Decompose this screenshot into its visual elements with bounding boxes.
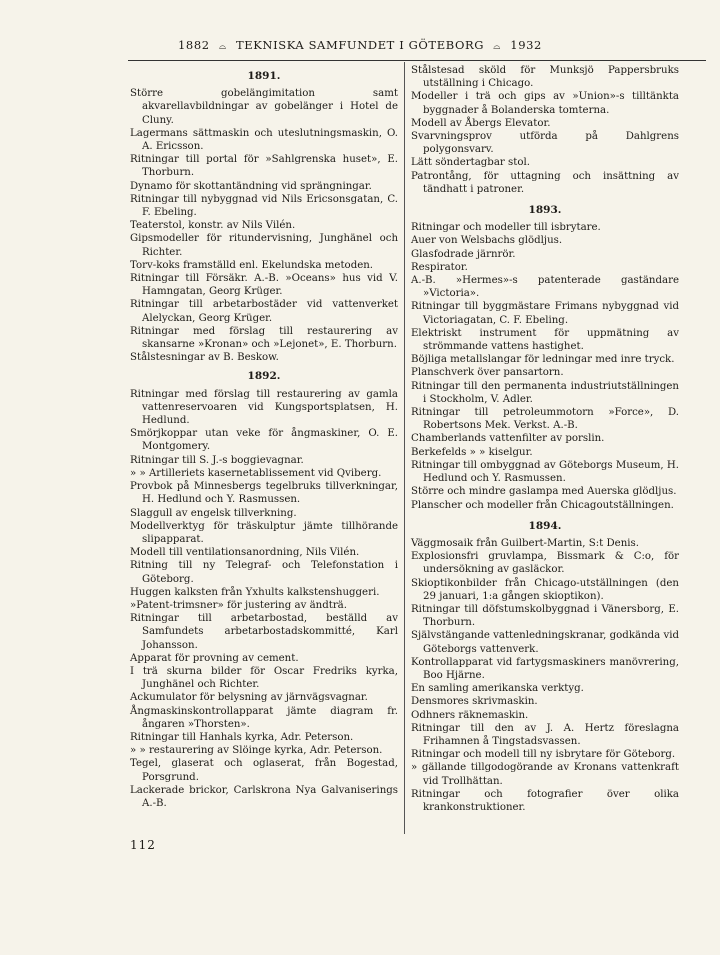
exhibit-entry: » » Artilleriets kasernetablissement vid Qviberg. <box>130 467 382 479</box>
exhibit-entry: Stålstesningar av B. Beskow. <box>130 352 279 364</box>
exhibit-entry: A.-B. »Hermes»-s patenterade gaständare »Victoria». <box>411 275 679 300</box>
exhibit-entry: Respirator. <box>411 261 468 273</box>
header-title: TEKNISKA SAMFUNDET I GÖTEBORG <box>235 38 485 52</box>
exhibit-entry: Böjliga metallslangar för ledningar med inre tryck. <box>411 354 675 366</box>
exhibit-entry: Ritningar och fotografier över olika krankonstruktioner. <box>411 788 679 813</box>
year-heading: 1894. <box>528 519 562 532</box>
exhibit-entry: Ritningar med förslag till restaurering av skansarne »Kronan» och »Lejonet», E. Thorburn. <box>130 325 398 351</box>
exhibit-entry: Modell till ventilationsanordning, Nils Vilén. <box>130 547 360 559</box>
exhibit-entry: Lagermans sättmaskin och uteslutningsmaskin, O. A. Ericsson. <box>130 127 398 153</box>
exhibit-entry: Patrontång, för uttagning och insättning av tändhatt i patroner. <box>411 170 679 195</box>
header-ornament-icon: ⌓ <box>493 42 502 52</box>
exhibit-entry: Odhners räknemaskin. <box>411 709 529 721</box>
exhibit-entry: Slaggull av engelsk tillverkning. <box>130 507 297 519</box>
exhibit-entry: Väggmosaik från Guilbert-Martin, S:t Denis. <box>411 537 639 549</box>
exhibit-entry: Modellverktyg för träskulptur jämte tillhörande slipapparat. <box>130 520 398 545</box>
exhibit-entry: Svarvningsprov utförda på Dahlgrens polygonsvarv. <box>411 131 679 156</box>
exhibit-entry: Auer von Welsbachs glödljus. <box>411 235 563 247</box>
year-heading: 1891. <box>247 70 281 82</box>
running-header <box>0 38 720 52</box>
exhibit-entry: Ritningar till döfstumskolbyggnad i Vänersborg, E. Thorburn. <box>411 603 679 629</box>
exhibit-entry: Berkefelds » » kiselgur. <box>411 446 533 458</box>
exhibit-entry: Större och mindre gaslampa med Auerska glödljus. <box>411 486 677 498</box>
exhibit-entry: Ritningar till Försäkr. A.-B. »Oceans» hus vid V. Hamngatan, Georg Krüger. <box>130 273 398 298</box>
exhibit-entry: Ackumulator för belysning av järnvägsvagnar. <box>130 692 368 704</box>
exhibit-entry: Ritningar till den permanenta industriutställningen i Stockholm, V. Adler. <box>411 380 679 405</box>
exhibit-entry: Smörjkoppar utan veke för ångmaskiner, O. E. Montgomery. <box>130 428 398 453</box>
year-heading: 1893. <box>528 204 562 217</box>
exhibit-entry: Planschverk över pansartorn. <box>411 367 564 379</box>
exhibit-entry: Provbok på Minnesbergs tegelbruks tillverkningar, H. Hedlund och Y. Rasmussen. <box>130 481 398 506</box>
exhibit-entry: Lackerade brickor, Carlskrona Nya Galvaniserings A.-B. <box>130 784 398 809</box>
exhibit-entry: Ritningar och modeller till isbrytare. <box>411 222 601 234</box>
exhibit-entry: Huggen kalksten från Yxhults kalkstenshuggeri. <box>130 586 380 598</box>
exhibit-entry: Ritningar till arbetarbostad, beställd av Samfundets arbetarbostadskommitté, Karl Johansson. <box>130 613 398 651</box>
exhibit-entry: Ritning till ny Telegraf- och Telefonstation i Göteborg. <box>130 560 398 585</box>
exhibit-entry: Självstängande vattenledningskranar, godkända vid Göteborgs vattenverk. <box>411 630 680 655</box>
exhibit-entry: Dynamo för skottantändning vid sprängningar. <box>130 180 372 192</box>
exhibit-entry: Ångmaskinskontrollapparat jämte diagram fr. ångaren »Thorsten». <box>130 705 398 730</box>
exhibit-entry: Tegel, glaserat och oglaserat, från Bogestad, Porsgrund. <box>130 758 398 783</box>
exhibit-entry: Modeller i trä och gips av »Union»-s tilltänkta byggnader å Bolanderska tomterna. <box>411 91 679 116</box>
exhibit-entry: Densmores skrivmaskin. <box>411 696 538 708</box>
right-column <box>411 64 679 814</box>
exhibit-entry: Teaterstol, konstr. av Nils Vilén. <box>130 220 296 232</box>
exhibit-entry: Gipsmodeller för ritundervisning, Junghänel och Richter. <box>130 233 398 258</box>
exhibit-entry: Explosionsfri gruvlampa, Bissmark & C:o, för undersökning av gasläckor. <box>411 551 679 576</box>
exhibit-entry: Större gobelängimitation samt akvarellavbildningar av gobelänger i Hotel de Cluny. <box>130 88 398 126</box>
exhibit-entry: Stålstesad sköld för Munksjö Pappersbruks utställning i Chicago. <box>411 65 679 90</box>
exhibit-entry: I trä skurna bilder för Oscar Fredriks kyrka, Junghänel och Richter. <box>130 665 398 691</box>
exhibit-entry: Apparat för provning av cement. <box>130 652 299 664</box>
exhibit-entry: Elektriskt instrument för uppmätning av strömmande vattens hastighet. <box>411 327 679 353</box>
exhibit-entry: Chamberlands vattenfilter av porslin. <box>411 433 605 445</box>
exhibit-entry: Ritningar till petroleummotorn »Force», D. Robertsons Mek. Verkst. A.-B. <box>411 407 679 432</box>
exhibit-entry: Kontrollapparat vid fartygsmaskiners manövrering, Boo Hjärne. <box>411 656 679 681</box>
header-rule <box>128 60 706 61</box>
exhibit-entry: Ritningar och modell till ny isbrytare för Göteborg. <box>411 749 676 761</box>
left-column <box>130 64 398 810</box>
exhibit-entry: Ritningar med förslag till restaurering av gamla vattenreservoaren vid Kungsportsplatsen, H. Hedlund. <box>130 388 398 427</box>
exhibit-entry: En samling amerikanska verktyg. <box>411 683 584 695</box>
column-divider <box>404 62 405 834</box>
exhibit-entry: Ritningar till arbetarbostäder vid vattenverket Alelyckan, Georg Krüger. <box>130 299 398 324</box>
exhibit-entry: » gällande tillgodogörande av Kronans vattenkraft vid Trollhättan. <box>411 762 679 787</box>
exhibit-entry: Ritningar till S. J.-s boggievagnar. <box>130 454 304 466</box>
exhibit-entry: » » restaurering av Slöinge kyrka, Adr. Peterson. <box>130 745 383 757</box>
header-year-start: 1882 <box>178 38 210 52</box>
page-number: 112 <box>130 838 156 852</box>
exhibit-entry: Ritningar till Hanhals kyrka, Adr. Peterson. <box>130 731 354 743</box>
exhibit-entry: Ritningar till ombyggnad av Göteborgs Museum, H. Hedlund och Y. Rasmussen. <box>411 459 679 485</box>
exhibit-entry: Ritningar till portal för »Sahlgrenska huset», E. Thorburn. <box>130 154 398 179</box>
exhibit-entry: Lätt söndertagbar stol. <box>411 157 530 169</box>
exhibit-entry: Skioptikonbilder från Chicago-utställningen (den 29 januari, 1:a gången skioptikon). <box>411 577 679 602</box>
exhibit-entry: Ritningar till byggmästare Frimans nybyggnad vid Victoriagatan, C. F. Ebeling. <box>411 301 679 326</box>
exhibit-entry: Glasfodrade järnrör. <box>411 248 516 260</box>
exhibit-entry: »Patent-trimsner» för justering av ändträ. <box>130 599 347 611</box>
exhibit-entry: Modell av Åbergs Elevator. <box>411 117 551 129</box>
header-year-end: 1932 <box>510 38 542 52</box>
exhibit-entry: Ritningar till nybyggnad vid Nils Ericsonsgatan, C. F. Ebeling. <box>130 193 398 219</box>
header-ornament-icon: ⌓ <box>218 42 227 52</box>
exhibit-entry: Torv-koks framställd enl. Ekelundska metoden. <box>130 259 374 271</box>
exhibit-entry: Planscher och modeller från Chicagoutställningen. <box>411 499 674 511</box>
exhibit-entry: Ritningar till den av J. A. Hertz föreslagna Frihamnen å Tingstadsvassen. <box>411 722 679 747</box>
year-heading: 1892. <box>247 370 281 383</box>
